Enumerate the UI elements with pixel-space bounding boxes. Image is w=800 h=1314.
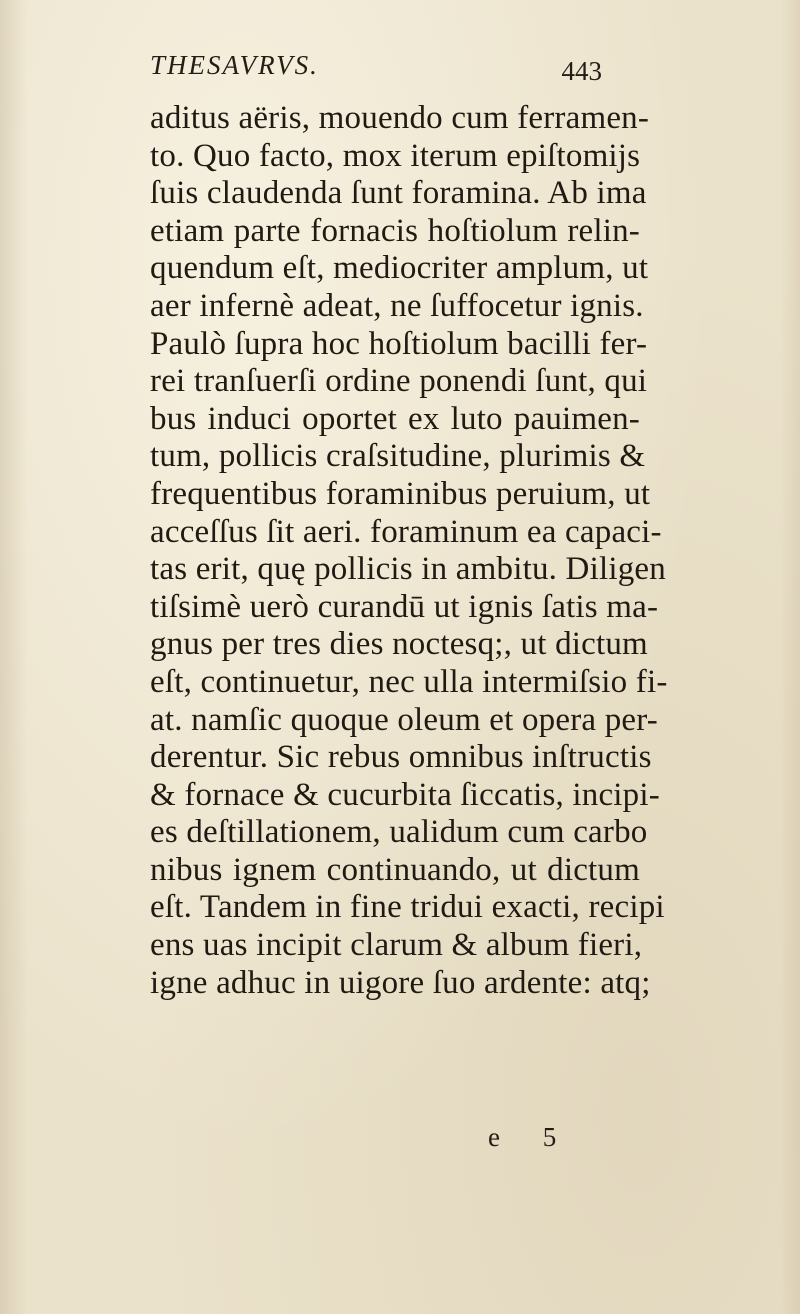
text-line: igne adhuc in uigore ſuo ardente: atq; <box>150 964 651 1001</box>
text-line: eſt, continuetur, nec ulla intermiſsio fi- <box>150 663 668 700</box>
text-line: tum, pollicis craſsitudine, plurimis & <box>150 438 646 475</box>
page-edge-shadow <box>780 0 800 1314</box>
text-line: es deſtillationem, ualidum cum carbo <box>150 814 648 851</box>
text-line: bus induci oportet ex luto pauimen- <box>150 400 640 437</box>
signature-mark: e 5 <box>488 1122 575 1152</box>
text-line: etiam parte fornacis hoſtiolum relin- <box>150 212 640 249</box>
body-text <box>150 100 668 1002</box>
text-line: acceſſus ſit aeri. foraminum ea capaci- <box>150 513 662 550</box>
text-line: rei tranſuerſi ordine ponendi ſunt, qui <box>150 363 648 400</box>
text-line: to. Quo facto, mox iterum epiſtomijs <box>150 137 641 174</box>
page-header <box>150 44 630 94</box>
running-title: THESAVRVS. <box>150 50 319 80</box>
text-line: ſuis claudenda ſunt foramina. Ab ima <box>150 175 647 212</box>
text-line: frequentibus foraminibus peruium, ut <box>150 475 651 512</box>
text-line: & fornace & cucurbita ſiccatis, incipi- <box>150 776 660 813</box>
spine-shadow <box>0 0 28 1314</box>
page-number: 443 <box>561 56 602 86</box>
text-line: aer infernè adeat, ne ſuffocetur ignis. <box>150 287 644 324</box>
text-line: aditus aëris, mouendo cum ferramen- <box>150 100 650 136</box>
text-line: gnus per tres dies noctesq;, ut dictum <box>150 626 648 663</box>
text-line: derentur. Sic rebus omnibus inſtructis <box>150 739 652 776</box>
text-line: eſt. Tandem in fine tridui exacti, recipi <box>150 889 665 926</box>
text-line: at. namſic quoque oleum et opera per- <box>150 701 658 738</box>
text-line: nibus ignem continuando, ut dictum <box>150 851 640 888</box>
text-line: quendum eſt, mediocriter amplum, ut <box>150 250 649 287</box>
text-line: ens uas incipit clarum & album fieri, <box>150 927 643 964</box>
text-line: Paulò ſupra hoc hoſtiolum bacilli fer- <box>150 325 648 362</box>
text-line: tiſsimè uerò curandū ut ignis ſatis ma- <box>150 588 659 625</box>
text-line: tas erit, quę pollicis in ambitu. Diligen <box>150 551 666 588</box>
